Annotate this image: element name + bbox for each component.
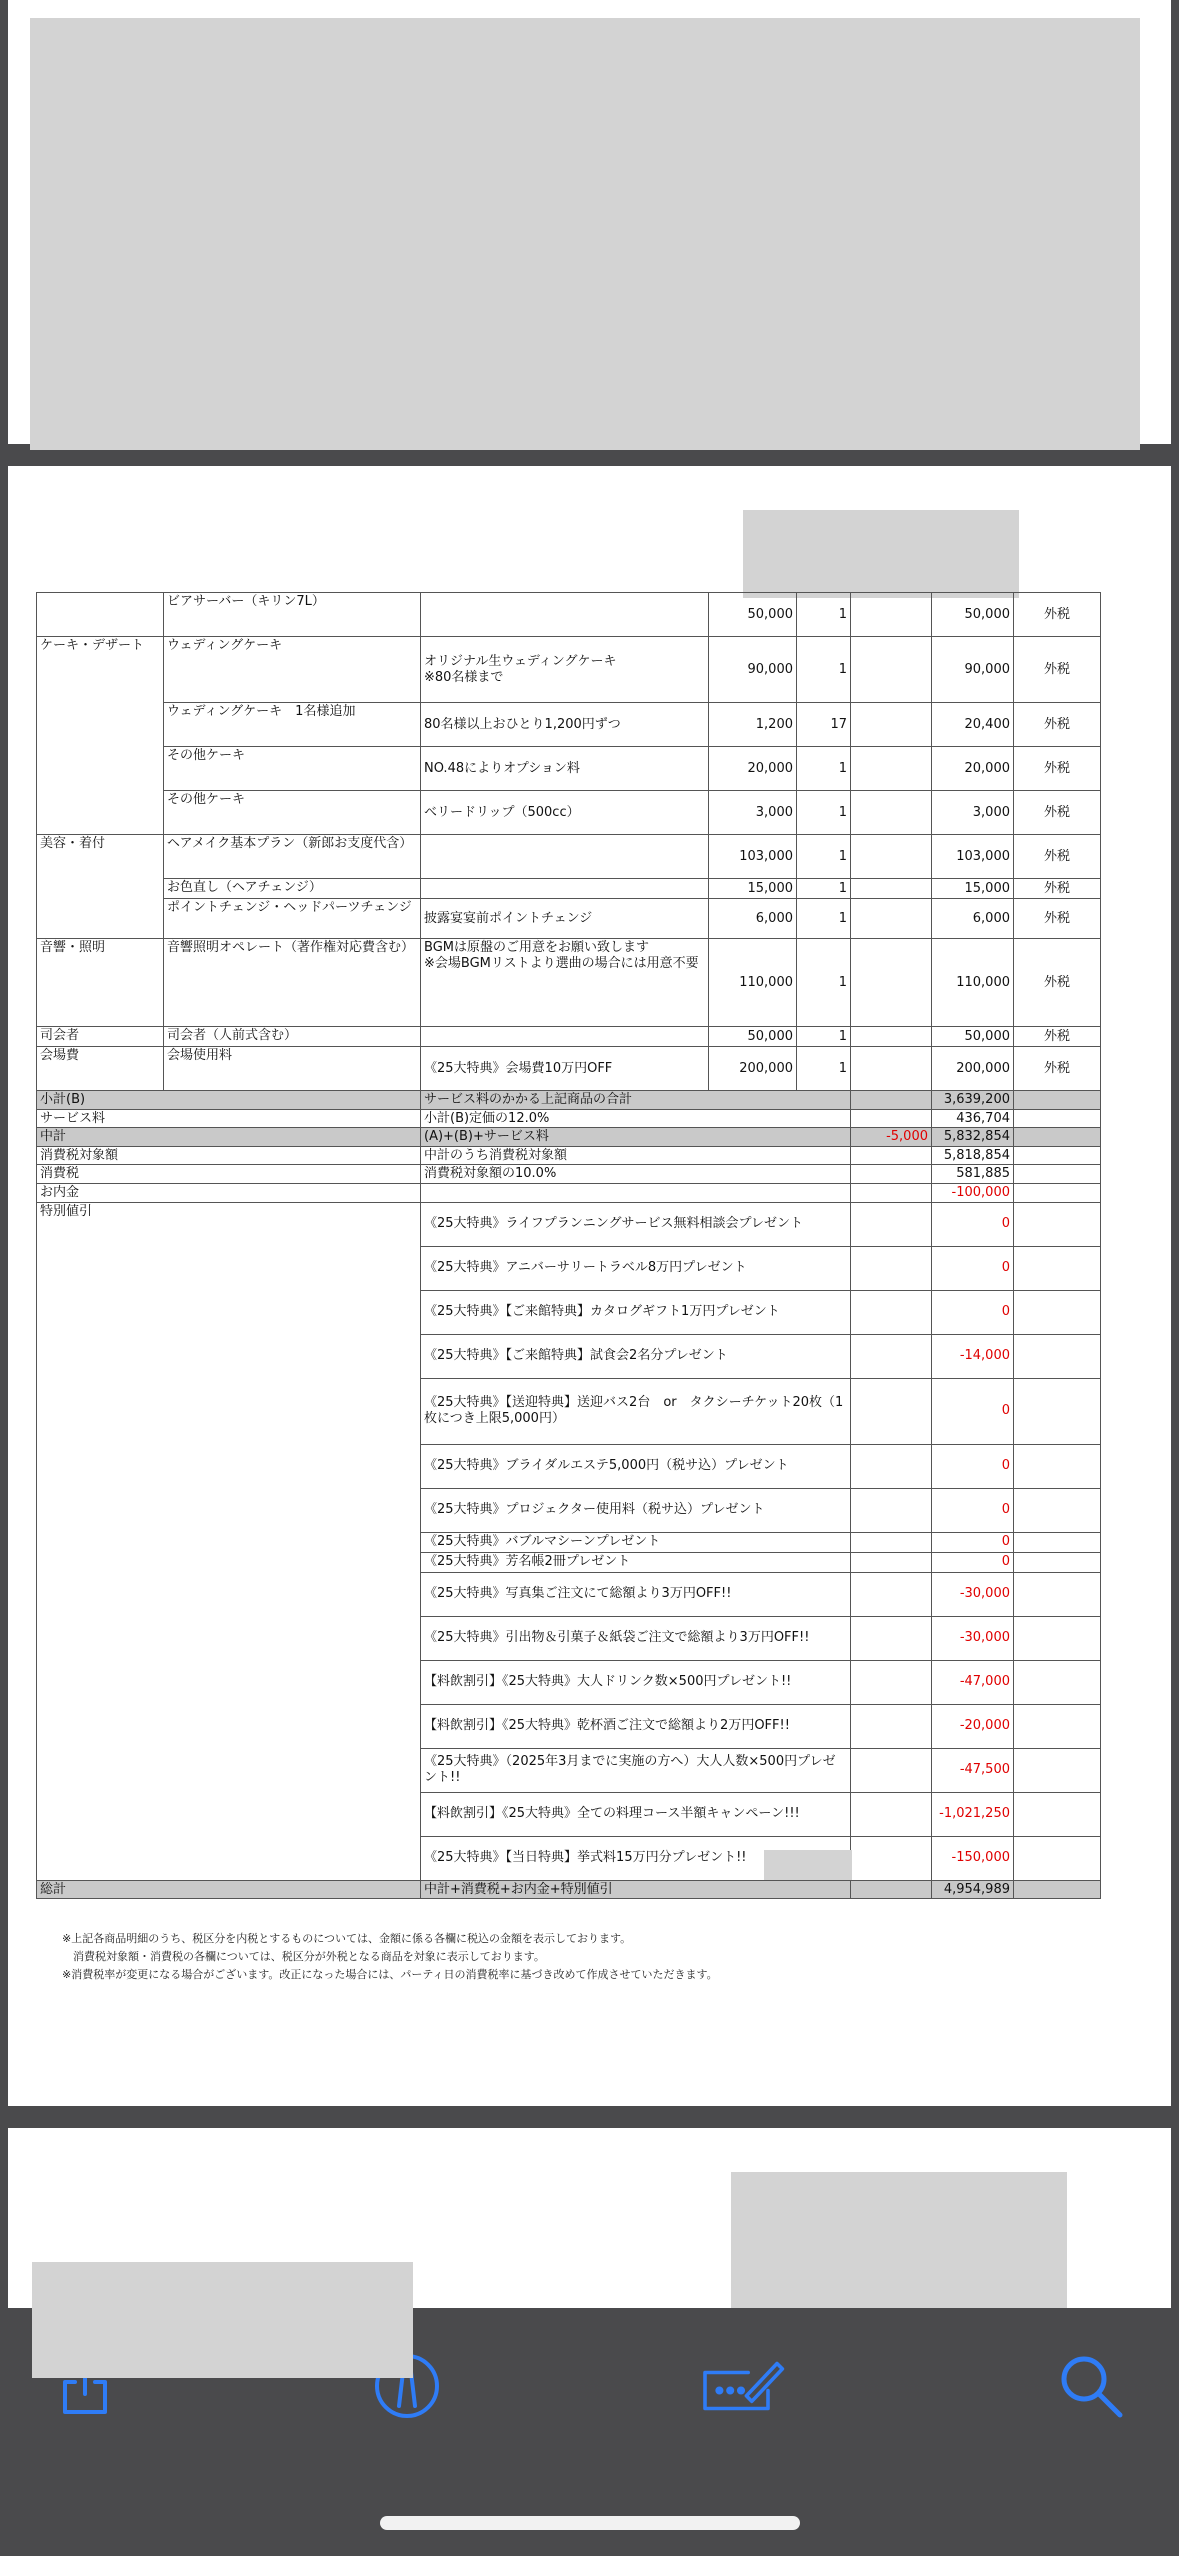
item-cell: ウェディングケーキ 1名様追加 [164,703,421,747]
redacted-region [30,18,1140,450]
special-discount-tax [1014,1836,1101,1880]
summary-discount [851,1091,932,1110]
summary-amount: 5,818,854 [932,1146,1014,1165]
table-row [37,593,1101,637]
special-discount-description: 【料飲割引】《25大特典》乾杯酒ご注文で総額より2万円OFF!! [421,1704,851,1748]
special-discount-tax [1014,1748,1101,1792]
unit-price-cell: 15,000 [709,879,797,899]
special-discount-spacer [851,1488,932,1532]
table-row [37,835,1101,879]
special-discount-spacer [851,1792,932,1836]
tax-type-cell: 外税 [1014,747,1101,791]
special-discount-tax [1014,1552,1101,1572]
summary-row [37,1128,1101,1147]
category-cell: 司会者 [37,1027,164,1047]
unit-price-cell: 6,000 [709,899,797,939]
discount-cell [851,939,932,1027]
grand-total-description: 中計+消費税+お内金+特別値引 [421,1880,851,1899]
summary-tax-cell [1014,1146,1101,1165]
summary-tax-cell [1014,1091,1101,1110]
category-cell: 音響・照明 [37,939,164,1027]
amount-cell: 200,000 [932,1047,1014,1091]
item-cell: ヘアメイク基本プラン（新郎お支度代含） [164,835,421,879]
note-cell [421,593,709,637]
note-cell [421,1027,709,1047]
grand-total-spacer [851,1880,932,1899]
special-discount-description: 【料飲割引】《25大特典》全ての料理コース半額キャンペーン!!! [421,1792,851,1836]
special-discount-description: 《25大特典》【ご来館特典】カタログギフト1万円プレゼント [421,1290,851,1334]
unit-price-cell: 103,000 [709,835,797,879]
summary-tax-cell [1014,1109,1101,1128]
amount-cell: 50,000 [932,593,1014,637]
special-discount-spacer [851,1552,932,1572]
special-discount-amount: 0 [932,1202,1014,1246]
quantity-cell: 1 [797,1027,851,1047]
summary-description: (A)+(B)+サービス料 [421,1128,851,1147]
table-row [37,1047,1101,1091]
quantity-cell: 1 [797,899,851,939]
item-cell: 司会者（人前式含む） [164,1027,421,1047]
special-discount-tax [1014,1488,1101,1532]
redacted-region [764,1850,852,1880]
note-cell: NO.48によりオプション料 [421,747,709,791]
quantity-cell: 1 [797,939,851,1027]
special-discount-tax [1014,1616,1101,1660]
search-button[interactable] [1046,2346,1136,2426]
special-discount-tax [1014,1202,1101,1246]
discount-cell [851,593,932,637]
unit-price-cell: 110,000 [709,939,797,1027]
summary-label: 消費税対象額 [37,1146,421,1165]
unit-price-cell: 200,000 [709,1047,797,1091]
tax-type-cell: 外税 [1014,879,1101,899]
special-discount-amount: 0 [932,1444,1014,1488]
summary-amount: 581,885 [932,1165,1014,1184]
special-discount-spacer [851,1378,932,1444]
item-cell: その他ケーキ [164,791,421,835]
special-discount-label: 特別値引 [37,1202,421,1880]
tax-type-cell: 外税 [1014,1027,1101,1047]
special-discount-spacer [851,1748,932,1792]
discount-cell [851,637,932,703]
amount-cell: 20,400 [932,703,1014,747]
table-row [37,939,1101,1027]
item-cell: 音響照明オペレート（著作権対応費含む） [164,939,421,1027]
footnote: ※上記各商品明細のうち、税区分を内税とするものについては、金額に係る各欄に税込の金額を表示しております。 [62,1932,632,1945]
discount-cell [851,899,932,939]
item-cell: お色直し（ヘアチェンジ） [164,879,421,899]
discount-cell [851,835,932,879]
special-discount-description: 《25大特典》写真集ご注文にて総額より3万円OFF!! [421,1572,851,1616]
table-row [37,703,1101,747]
summary-row [37,1165,1101,1184]
special-discount-tax [1014,1532,1101,1552]
category-cell: ケーキ・デザート [37,637,164,835]
special-discount-tax [1014,1444,1101,1488]
special-discount-amount: 0 [932,1290,1014,1334]
special-discount-description: 《25大特典》【ご来館特典】試食会2名分プレゼント [421,1334,851,1378]
special-discount-amount: 0 [932,1488,1014,1532]
unit-price-cell: 50,000 [709,1027,797,1047]
quantity-cell: 1 [797,835,851,879]
item-cell: その他ケーキ [164,747,421,791]
special-discount-amount: -20,000 [932,1704,1014,1748]
amount-cell: 110,000 [932,939,1014,1027]
note-cell: 《25大特典》会場費10万円OFF [421,1047,709,1091]
summary-label: お内金 [37,1183,421,1202]
special-discount-tax [1014,1246,1101,1290]
note-cell: BGMは原盤のご用意をお願い致します ※会場BGMリストより選曲の場合には用意不要 [421,939,709,1027]
tax-type-cell: 外税 [1014,899,1101,939]
special-discount-description: 《25大特典》（2025年3月までに実施の方へ）大人人数×500円プレゼント!! [421,1748,851,1792]
table-row [37,879,1101,899]
special-discount-amount: 0 [932,1378,1014,1444]
special-discount-spacer [851,1444,932,1488]
summary-discount [851,1165,932,1184]
special-discount-tax [1014,1378,1101,1444]
summary-row [37,1146,1101,1165]
table-row [37,747,1101,791]
unit-price-cell: 20,000 [709,747,797,791]
tax-type-cell: 外税 [1014,835,1101,879]
special-discount-spacer [851,1202,932,1246]
special-discount-description: 《25大特典》引出物＆引菓子＆紙袋ご注文で総額より3万円OFF!! [421,1616,851,1660]
quantity-cell: 1 [797,791,851,835]
estimate-table [36,592,1101,1899]
amount-cell: 50,000 [932,1027,1014,1047]
category-cell: 会場費 [37,1047,164,1091]
discount-cell [851,791,932,835]
summary-amount: 5,832,854 [932,1128,1014,1147]
unit-price-cell: 50,000 [709,593,797,637]
summary-tax-cell [1014,1128,1101,1147]
summary-amount: 436,704 [932,1109,1014,1128]
home-indicator[interactable] [380,2516,800,2530]
category-cell [37,593,164,637]
quantity-cell: 1 [797,747,851,791]
special-discount-amount: 0 [932,1552,1014,1572]
summary-label: サービス料 [37,1109,421,1128]
special-discount-tax [1014,1572,1101,1616]
discount-cell [851,1047,932,1091]
special-discount-description: 《25大特典》バブルマシーンプレゼント [421,1532,851,1552]
special-discount-description: 《25大特典》ライフプランニングサービス無料相談会プレゼント [421,1202,851,1246]
footnote: 消費税対象額・消費税の各欄については、税区分が外税となる商品を対象に表示しております。 [62,1950,545,1963]
item-cell: ウェディングケーキ [164,637,421,703]
search-icon [1056,2351,1126,2421]
summary-discount [851,1183,932,1202]
tax-type-cell: 外税 [1014,939,1101,1027]
summary-label: 中計 [37,1128,421,1147]
unit-price-cell: 1,200 [709,703,797,747]
tax-type-cell: 外税 [1014,1047,1101,1091]
footnote: ※消費税率が変更になる場合がございます。改正になった場合には、パーティ日の消費税率に基づき改めて作成させていただきます。 [62,1968,718,1981]
quantity-cell: 1 [797,879,851,899]
table-row [37,791,1101,835]
summary-description: 消費税対象額の10.0% [421,1165,851,1184]
quantity-cell: 17 [797,703,851,747]
grand-total-amount: 4,954,989 [932,1880,1014,1899]
special-discount-description: 《25大特典》【当日特典】挙式料15万円分プレゼント!! [421,1836,851,1880]
special-discount-description: 【料飲割引】《25大特典》大人ドリンク数×500円プレゼント!! [421,1660,851,1704]
discount-cell [851,703,932,747]
summary-description [421,1183,851,1202]
table-row [37,899,1101,939]
summary-row [37,1183,1101,1202]
summary-tax-cell [1014,1183,1101,1202]
amount-cell: 3,000 [932,791,1014,835]
special-discount-tax [1014,1290,1101,1334]
special-discount-amount: -30,000 [932,1572,1014,1616]
tax-type-cell: 外税 [1014,791,1101,835]
item-cell: ポイントチェンジ・ヘッドパーツチェンジ [164,899,421,939]
special-discount-spacer [851,1660,932,1704]
table-row [37,1027,1101,1047]
quantity-cell: 1 [797,637,851,703]
tax-type-cell: 外税 [1014,637,1101,703]
special-discount-row [37,1202,1101,1246]
special-discount-amount: -30,000 [932,1616,1014,1660]
summary-discount [851,1109,932,1128]
unit-price-cell: 90,000 [709,637,797,703]
unit-price-cell: 3,000 [709,791,797,835]
summary-amount: 3,639,200 [932,1091,1014,1110]
amount-cell: 20,000 [932,747,1014,791]
special-discount-spacer [851,1704,932,1748]
note-cell [421,879,709,899]
quantity-cell: 1 [797,1047,851,1091]
summary-row [37,1109,1101,1128]
note-cell [421,835,709,879]
summary-description: 小計(B)定価の12.0% [421,1109,851,1128]
redacted-region [743,510,1019,598]
discount-cell [851,879,932,899]
special-discount-description: 《25大特典》ブライダルエステ5,000円（税サ込）プレゼント [421,1444,851,1488]
special-discount-description: 《25大特典》プロジェクター使用料（税サ込）プレゼント [421,1488,851,1532]
note-cell: 披露宴宴前ポイントチェンジ [421,899,709,939]
summary-tax-cell [1014,1165,1101,1184]
grand-total-row [37,1880,1101,1899]
special-discount-tax [1014,1704,1101,1748]
summary-amount: -100,000 [932,1183,1014,1202]
discount-cell [851,747,932,791]
summary-discount: -5,000 [851,1128,932,1147]
amount-cell: 6,000 [932,899,1014,939]
special-discount-amount: -47,000 [932,1660,1014,1704]
special-discount-tax [1014,1660,1101,1704]
amount-cell: 15,000 [932,879,1014,899]
summary-label: 小計(B) [37,1091,421,1110]
amount-cell: 103,000 [932,835,1014,879]
special-discount-tax [1014,1792,1101,1836]
note-cell: ベリードリップ（500cc） [421,791,709,835]
summary-description: 中計のうち消費税対象額 [421,1146,851,1165]
special-discount-spacer [851,1836,932,1880]
amount-cell: 90,000 [932,637,1014,703]
summary-description: サービス料のかかる上記商品の合計 [421,1091,851,1110]
special-discount-spacer [851,1246,932,1290]
special-discount-description: 《25大特典》芳名帳2冊プレゼント [421,1552,851,1572]
category-cell: 美容・着付 [37,835,164,939]
special-discount-spacer [851,1532,932,1552]
tax-type-cell: 外税 [1014,703,1101,747]
item-cell: ビアサーバー（キリン7L） [164,593,421,637]
special-discount-amount: 0 [932,1246,1014,1290]
footnotes [62,1930,718,1984]
summary-discount [851,1146,932,1165]
summary-label: 消費税 [37,1165,421,1184]
summary-row [37,1091,1101,1110]
special-discount-spacer [851,1334,932,1378]
special-discount-amount: -150,000 [932,1836,1014,1880]
special-discount-spacer [851,1616,932,1660]
special-discount-description: 《25大特典》アニバーサリートラベル8万円プレゼント [421,1246,851,1290]
special-discount-amount: -1,021,250 [932,1792,1014,1836]
redacted-region [731,2172,1067,2308]
special-discount-amount: -47,500 [932,1748,1014,1792]
item-cell: 会場使用料 [164,1047,421,1091]
table-row [37,637,1101,703]
note-cell: オリジナル生ウェディングケーキ ※80名様まで [421,637,709,703]
grand-total-label: 総計 [37,1880,421,1899]
discount-cell [851,1027,932,1047]
special-discount-spacer [851,1290,932,1334]
note-cell: 80名様以上おひとり1,200円ずつ [421,703,709,747]
signature-icon [696,2351,786,2421]
special-discount-tax [1014,1334,1101,1378]
special-discount-amount: 0 [932,1532,1014,1552]
grand-total-tax [1014,1880,1101,1899]
signature-button[interactable] [696,2346,786,2426]
quantity-cell: 1 [797,593,851,637]
special-discount-spacer [851,1572,932,1616]
tax-type-cell: 外税 [1014,593,1101,637]
redacted-region [32,2262,413,2378]
special-discount-description: 《25大特典》【送迎特典】送迎バス2台 or タクシーチケット20枚（1枚につき上限5,000円） [421,1378,851,1444]
special-discount-amount: -14,000 [932,1334,1014,1378]
